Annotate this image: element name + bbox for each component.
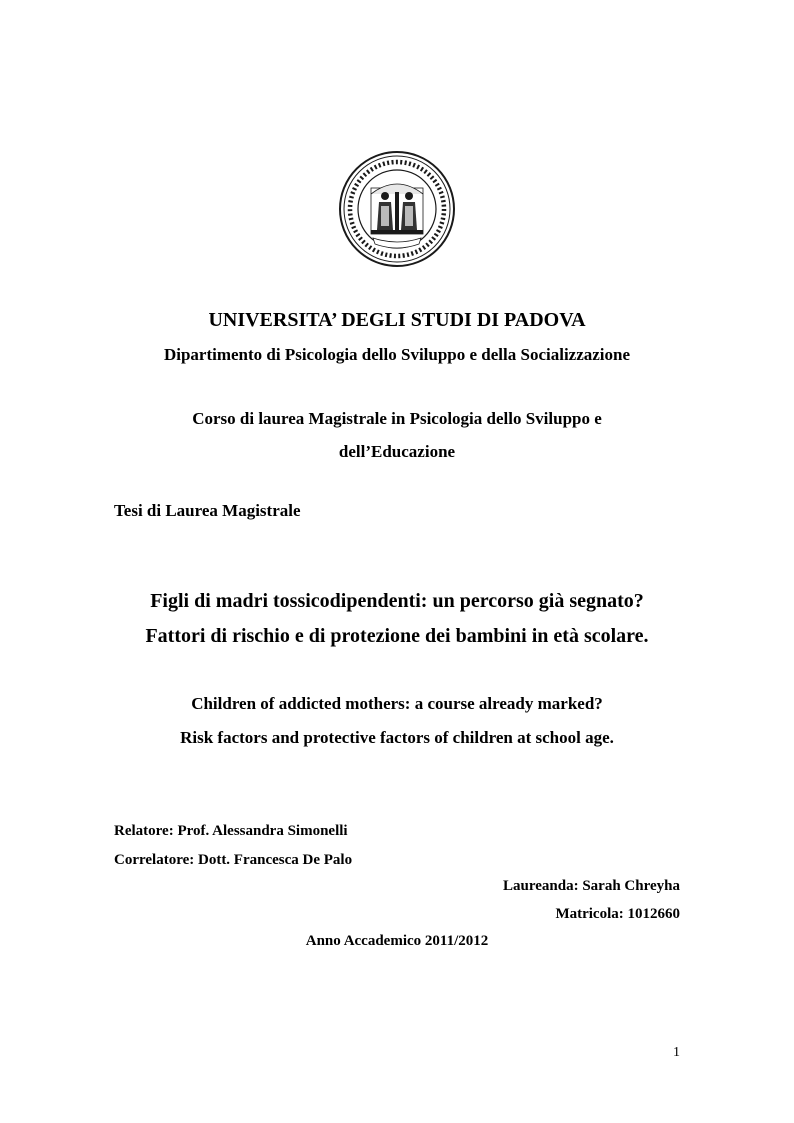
- course-name-line-1: Corso di laurea Magistrale in Psicologia dello Sviluppo e: [192, 409, 602, 428]
- academic-year: Anno Accademico 2011/2012: [305, 933, 489, 949]
- italian-title-line-1: Figli di madri tossicodipendenti: un percorso già segnato?: [150, 590, 644, 612]
- university-seal-logo: [337, 150, 457, 268]
- supervisor: Relatore: Prof. Alessandra Simonelli: [114, 823, 348, 839]
- student-id: Matricola: 1012660: [555, 906, 680, 922]
- page-number: 1: [673, 1045, 680, 1060]
- italian-title-line-2: Fattori di rischio e di protezione dei bambini in età scolare.: [145, 625, 649, 647]
- english-title-line-2: Risk factors and protective factors of children at school age.: [180, 728, 614, 747]
- thesis-type: Tesi di Laurea Magistrale: [114, 501, 301, 520]
- university-name: UNIVERSITA’ DEGLI STUDI DI PADOVA: [208, 309, 586, 331]
- course-name-line-2: dell’Educazione: [338, 442, 456, 461]
- english-title-line-1: Children of addicted mothers: a course already marked?: [191, 694, 603, 713]
- department-name: Dipartimento di Psicologia dello Sviluppo e della Socializzazione: [163, 345, 631, 364]
- co-supervisor: Correlatore: Dott. Francesca De Palo: [114, 852, 353, 868]
- student-name: Laureanda: Sarah Chreyha: [503, 878, 680, 894]
